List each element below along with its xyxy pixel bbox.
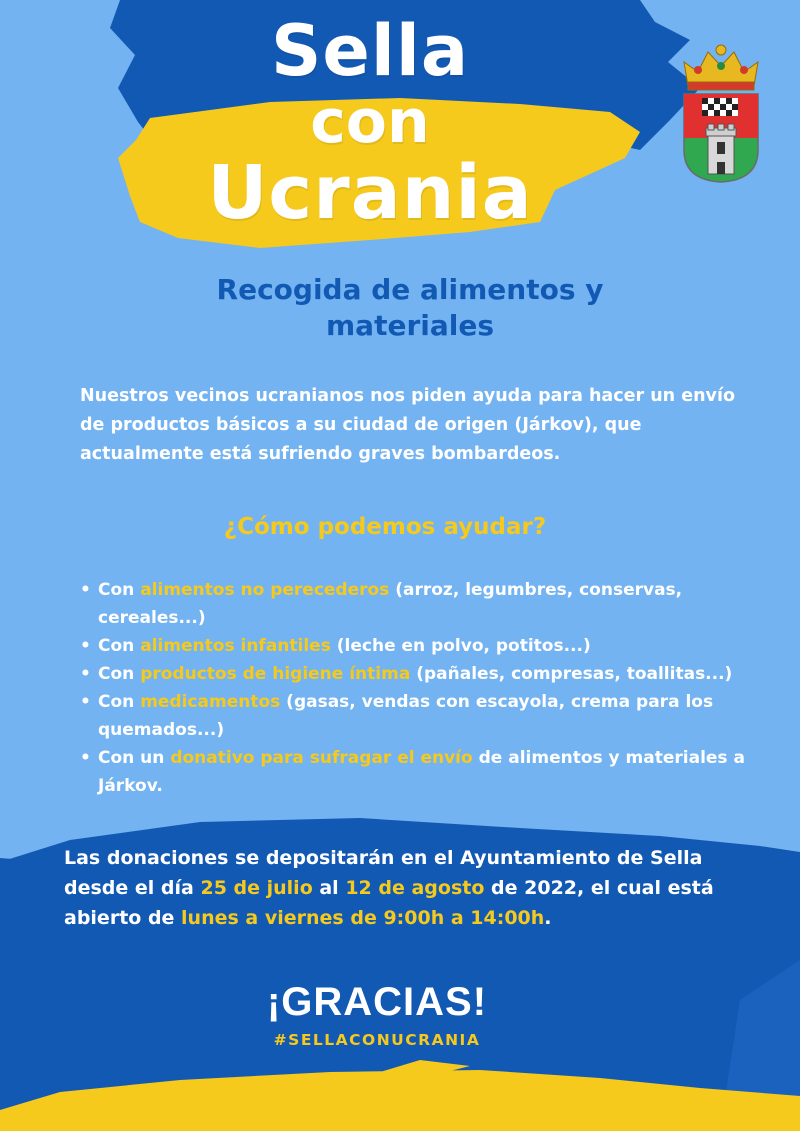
list-item bbox=[78, 660, 750, 688]
item-highlight: productos de higiene íntima bbox=[140, 664, 411, 684]
item-highlight: medicamentos bbox=[140, 692, 281, 712]
item-detail: de alimentos y materiales a Járkov. bbox=[98, 748, 745, 796]
item-highlight: alimentos no perecederos bbox=[140, 580, 390, 600]
list-item bbox=[78, 632, 750, 660]
title-line-con: con bbox=[310, 86, 430, 157]
item-prefix: Con un bbox=[98, 748, 171, 768]
item-detail: (arroz, legumbres, conservas, cereales...) bbox=[98, 580, 683, 628]
donations-start-date: 25 de julio bbox=[200, 877, 313, 899]
donations-text-3: de 2022, el cual está abierto de bbox=[64, 877, 714, 929]
list-item bbox=[78, 576, 750, 632]
item-prefix: Con bbox=[98, 636, 141, 656]
donations-text-4: . bbox=[544, 907, 552, 929]
donations-text-1: Las donaciones se depositarán en el Ayuntamiento de Sella desde el día bbox=[64, 847, 703, 899]
hashtag: #SELLACONUCRANIA bbox=[273, 1031, 481, 1049]
donations-paragraph bbox=[64, 843, 754, 933]
subtitle-line-1: Recogida de alimentos y bbox=[216, 273, 604, 306]
list-item bbox=[78, 688, 750, 744]
subtitle-line-2: materiales bbox=[326, 309, 494, 342]
item-detail: (pañales, compresas, toallitas...) bbox=[410, 664, 733, 684]
item-detail: (leche en polvo, potitos...) bbox=[330, 636, 591, 656]
item-highlight: alimentos infantiles bbox=[140, 636, 331, 656]
help-section-title: ¿Cómo podemos ayudar? bbox=[223, 514, 547, 540]
intro-paragraph: Nuestros vecinos ucranianos nos piden ayuda para hacer un envío de productos básicos a su ciudad de origen (Járkov), que actualmente está sufriendo graves bombardeos. bbox=[80, 386, 735, 464]
item-prefix: Con bbox=[98, 580, 141, 600]
list-item bbox=[78, 744, 750, 800]
donations-schedule: lunes a viernes de 9:00h a 14:00h bbox=[181, 907, 545, 929]
item-highlight: donativo para sufragar el envío bbox=[170, 748, 473, 768]
main-title bbox=[150, 10, 590, 237]
title-line-sella: Sella bbox=[270, 10, 470, 92]
help-list bbox=[78, 576, 750, 800]
item-detail: (gasas, vendas con escayola, crema para los quemados...) bbox=[98, 692, 714, 740]
subtitle bbox=[150, 272, 670, 344]
donations-end-date: 12 de agosto bbox=[345, 877, 485, 899]
title-line-ucrania: Ucrania bbox=[207, 150, 533, 237]
item-prefix: Con bbox=[98, 692, 141, 712]
thanks-heading: ¡GRACIAS! bbox=[266, 980, 488, 1024]
donations-text-2: al bbox=[312, 877, 346, 899]
coat-of-arms-icon bbox=[680, 42, 762, 184]
item-prefix: Con bbox=[98, 664, 141, 684]
